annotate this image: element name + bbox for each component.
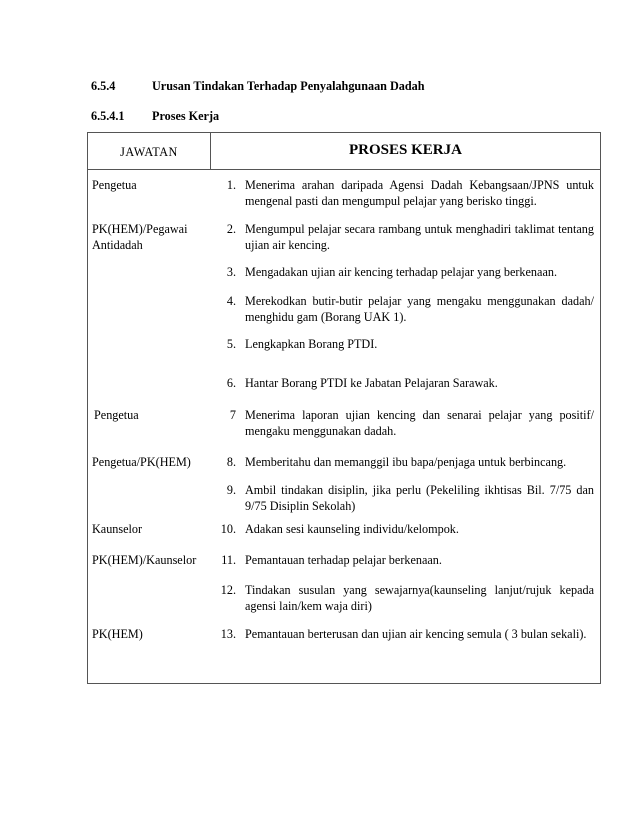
step-text: Menerima arahan daripada Agensi Dadah Kebangsaan/JPNS untuk mengenal pasti dan mengumpul pelajar yang berisko tinggi. (245, 178, 594, 208)
step-number: 3. (226, 265, 236, 279)
role-label: PK(HEM)/Pegawai Antidadah (92, 222, 188, 252)
column-header-proses-kerja: PROSES KERJA (349, 142, 462, 158)
section-number: 6.5.4 (91, 79, 116, 93)
step-text: Ambil tindakan disiplin, jika perlu (Pekeliling ikhtisas Bil. 7/75 dan 9/75 Disiplin Sekolah) (245, 483, 594, 513)
step-number: 6. (226, 376, 236, 390)
role-label: Pengetua (94, 408, 139, 422)
role-label: Pengetua (92, 178, 137, 192)
role-label: Pengetua/PK(HEM) (92, 455, 191, 469)
step-number: 5. (226, 337, 236, 351)
step-text: Merekodkan butir-butir pelajar yang mengaku menggunakan dadah/ menghidu gam (Borang UAK 1). (245, 294, 594, 324)
step-number: 4. (226, 294, 236, 308)
section-title: Urusan Tindakan Terhadap Penyalahgunaan Dadah (152, 79, 425, 93)
step-number: 1. (226, 178, 236, 192)
step-number: 8. (226, 455, 236, 469)
step-text: Hantar Borang PTDI ke Jabatan Pelajaran Sarawak. (245, 376, 498, 390)
step-text: Memberitahu dan memanggil ibu bapa/penjaga untuk berbincang. (245, 455, 567, 469)
step-number: 7 (229, 408, 236, 422)
role-label: PK(HEM)/Kaunselor (92, 553, 197, 567)
step-number: 13. (220, 627, 236, 641)
step-text: Pemantauan terhadap pelajar berkenaan. (245, 553, 442, 567)
column-header-jawatan: JAWATAN (120, 145, 178, 159)
step-text: Lengkapkan Borang PTDI. (245, 337, 378, 351)
step-number: 12. (220, 583, 236, 597)
subsection-title: Proses Kerja (152, 109, 220, 123)
step-number: 11. (221, 553, 236, 567)
step-text: Menerima laporan ujian kencing dan senarai pelajar yang positif/ mengaku menggunakan dadah. (245, 408, 594, 438)
step-text: Adakan sesi kaunseling individu/kelompok. (245, 522, 459, 536)
step-text: Mengumpul pelajar secara rambang untuk menghadiri taklimat tentang ujian air kencing. (245, 222, 594, 252)
step-text: Tindakan susulan yang sewajarnya(kaunseling lanjut/rujuk kepada agensi lain/kem waja diri) (245, 583, 594, 613)
role-label: PK(HEM) (92, 627, 143, 641)
step-text: Mengadakan ujian air kencing terhadap pelajar yang berkenaan. (245, 265, 557, 279)
header-divider (88, 169, 600, 170)
role-label: Kaunselor (92, 522, 143, 536)
subsection-number: 6.5.4.1 (91, 109, 125, 123)
step-text: Pemantauan berterusan dan ujian air kencing semula ( 3 bulan sekali). (245, 627, 587, 641)
step-number: 2. (226, 222, 236, 236)
step-number: 10. (220, 522, 236, 536)
step-number: 9. (226, 483, 236, 497)
